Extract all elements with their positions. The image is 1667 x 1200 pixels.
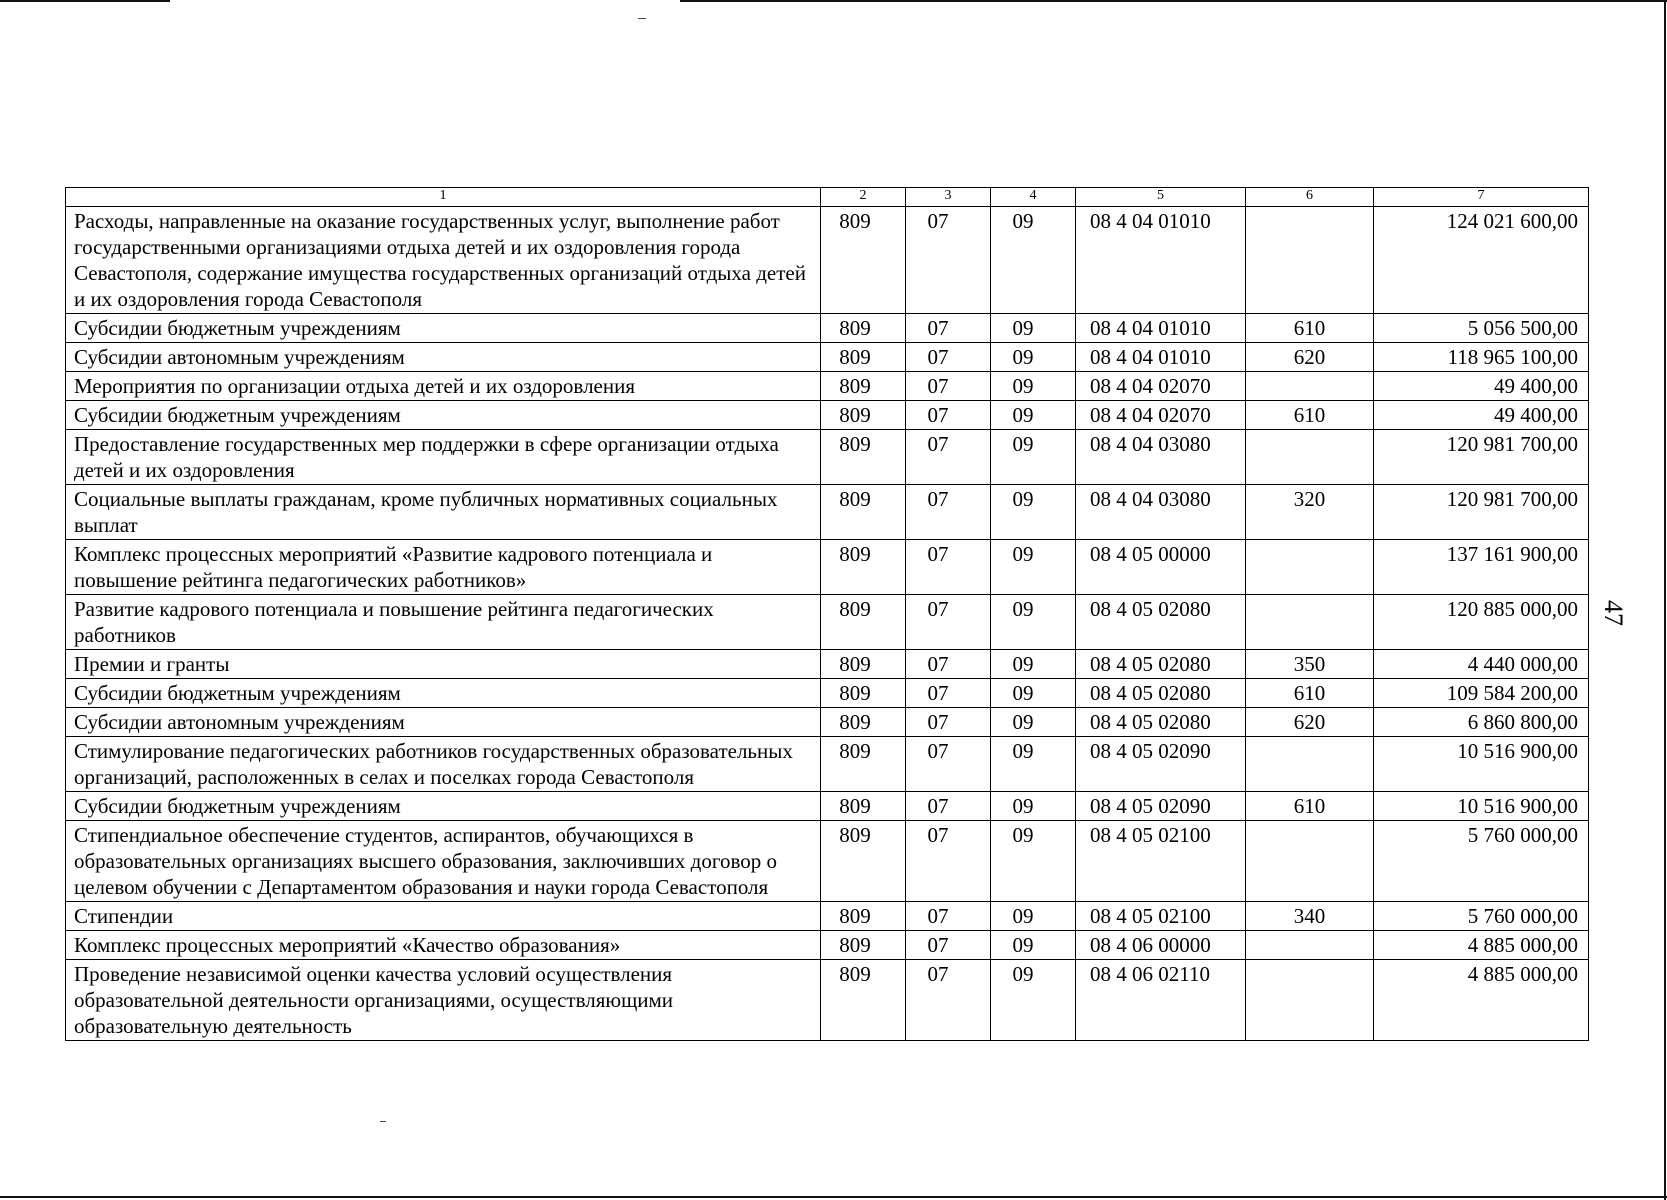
row-expense-type-cell bbox=[1246, 372, 1374, 401]
row-subsection-cell: 09 bbox=[991, 595, 1076, 650]
row-gov-code-cell: 809 bbox=[821, 708, 906, 737]
row-section-cell: 07 bbox=[906, 650, 991, 679]
row-amount-cell: 4 885 000,00 bbox=[1374, 931, 1589, 960]
row-section-cell: 07 bbox=[906, 314, 991, 343]
row-name-cell: Субсидии автономным учреждениям bbox=[66, 343, 821, 372]
row-name-cell: Проведение независимой оценки качества условий осуществления образовательной деятельности организациями, осуществляющими образовательную деятельность bbox=[66, 960, 821, 1041]
row-subsection-cell: 09 bbox=[991, 314, 1076, 343]
row-target-article-cell: 08 4 05 02100 bbox=[1076, 902, 1246, 931]
row-subsection-cell: 09 bbox=[991, 902, 1076, 931]
column-number: 7 bbox=[1374, 188, 1589, 207]
table-row bbox=[66, 708, 1589, 737]
row-expense-type-cell: 620 bbox=[1246, 343, 1374, 372]
row-gov-code-cell: 809 bbox=[821, 372, 906, 401]
row-amount-cell: 120 981 700,00 bbox=[1374, 430, 1589, 485]
row-target-article-cell: 08 4 05 02090 bbox=[1076, 792, 1246, 821]
row-name-cell: Субсидии бюджетным учреждениям bbox=[66, 792, 821, 821]
row-subsection-cell: 09 bbox=[991, 792, 1076, 821]
row-section-cell: 07 bbox=[906, 902, 991, 931]
scan-speck bbox=[380, 1121, 386, 1122]
table-row bbox=[66, 737, 1589, 792]
row-subsection-cell: 09 bbox=[991, 485, 1076, 540]
column-number: 6 bbox=[1246, 188, 1374, 207]
table-row bbox=[66, 931, 1589, 960]
row-gov-code-cell: 809 bbox=[821, 650, 906, 679]
row-amount-cell: 120 885 000,00 bbox=[1374, 595, 1589, 650]
row-expense-type-cell: 610 bbox=[1246, 314, 1374, 343]
row-section-cell: 07 bbox=[906, 595, 991, 650]
table-row bbox=[66, 792, 1589, 821]
row-expense-type-cell: 350 bbox=[1246, 650, 1374, 679]
row-gov-code-cell: 809 bbox=[821, 821, 906, 902]
row-subsection-cell: 09 bbox=[991, 207, 1076, 314]
row-gov-code-cell: 809 bbox=[821, 595, 906, 650]
row-name-cell: Премии и гранты bbox=[66, 650, 821, 679]
table-row bbox=[66, 430, 1589, 485]
row-name-cell: Субсидии автономным учреждениям bbox=[66, 708, 821, 737]
row-section-cell: 07 bbox=[906, 708, 991, 737]
row-subsection-cell: 09 bbox=[991, 343, 1076, 372]
row-gov-code-cell: 809 bbox=[821, 960, 906, 1041]
row-name-cell: Социальные выплаты гражданам, кроме публичных нормативных социальных выплат bbox=[66, 485, 821, 540]
row-expense-type-cell bbox=[1246, 737, 1374, 792]
row-expense-type-cell: 620 bbox=[1246, 708, 1374, 737]
row-section-cell: 07 bbox=[906, 792, 991, 821]
row-amount-cell: 137 161 900,00 bbox=[1374, 540, 1589, 595]
row-amount-cell: 109 584 200,00 bbox=[1374, 679, 1589, 708]
row-target-article-cell: 08 4 05 00000 bbox=[1076, 540, 1246, 595]
row-section-cell: 07 bbox=[906, 679, 991, 708]
row-section-cell: 07 bbox=[906, 540, 991, 595]
row-name-cell: Субсидии бюджетным учреждениям bbox=[66, 679, 821, 708]
row-expense-type-cell bbox=[1246, 540, 1374, 595]
row-gov-code-cell: 809 bbox=[821, 314, 906, 343]
row-expense-type-cell bbox=[1246, 207, 1374, 314]
table-row bbox=[66, 679, 1589, 708]
row-name-cell: Субсидии бюджетным учреждениям bbox=[66, 401, 821, 430]
row-subsection-cell: 09 bbox=[991, 708, 1076, 737]
row-amount-cell: 5 760 000,00 bbox=[1374, 821, 1589, 902]
row-section-cell: 07 bbox=[906, 207, 991, 314]
row-target-article-cell: 08 4 06 00000 bbox=[1076, 931, 1246, 960]
row-amount-cell: 49 400,00 bbox=[1374, 372, 1589, 401]
row-subsection-cell: 09 bbox=[991, 931, 1076, 960]
row-expense-type-cell bbox=[1246, 430, 1374, 485]
row-subsection-cell: 09 bbox=[991, 821, 1076, 902]
row-target-article-cell: 08 4 04 03080 bbox=[1076, 485, 1246, 540]
row-expense-type-cell: 610 bbox=[1246, 679, 1374, 708]
row-amount-cell: 4 885 000,00 bbox=[1374, 960, 1589, 1041]
row-target-article-cell: 08 4 05 02100 bbox=[1076, 821, 1246, 902]
row-target-article-cell: 08 4 04 02070 bbox=[1076, 401, 1246, 430]
row-target-article-cell: 08 4 04 01010 bbox=[1076, 207, 1246, 314]
row-name-cell: Предоставление государственных мер поддержки в сфере организации отдыха детей и их оздоровления bbox=[66, 430, 821, 485]
row-name-cell: Стипендии bbox=[66, 902, 821, 931]
row-target-article-cell: 08 4 05 02080 bbox=[1076, 595, 1246, 650]
table-row bbox=[66, 401, 1589, 430]
scan-speck bbox=[638, 18, 646, 19]
row-gov-code-cell: 809 bbox=[821, 902, 906, 931]
scan-border-top-right bbox=[680, 0, 1667, 2]
row-section-cell: 07 bbox=[906, 343, 991, 372]
row-target-article-cell: 08 4 04 01010 bbox=[1076, 343, 1246, 372]
table-row bbox=[66, 314, 1589, 343]
column-number: 3 bbox=[906, 188, 991, 207]
row-amount-cell: 49 400,00 bbox=[1374, 401, 1589, 430]
row-amount-cell: 124 021 600,00 bbox=[1374, 207, 1589, 314]
row-expense-type-cell bbox=[1246, 595, 1374, 650]
column-number: 1 bbox=[66, 188, 821, 207]
row-section-cell: 07 bbox=[906, 737, 991, 792]
row-subsection-cell: 09 bbox=[991, 679, 1076, 708]
table-row bbox=[66, 960, 1589, 1041]
row-name-cell: Комплекс процессных мероприятий «Качество образования» bbox=[66, 931, 821, 960]
table-row bbox=[66, 650, 1589, 679]
row-subsection-cell: 09 bbox=[991, 430, 1076, 485]
table-row bbox=[66, 595, 1589, 650]
table-row bbox=[66, 207, 1589, 314]
row-amount-cell: 4 440 000,00 bbox=[1374, 650, 1589, 679]
row-amount-cell: 5 760 000,00 bbox=[1374, 902, 1589, 931]
row-amount-cell: 5 056 500,00 bbox=[1374, 314, 1589, 343]
row-gov-code-cell: 809 bbox=[821, 679, 906, 708]
row-expense-type-cell bbox=[1246, 960, 1374, 1041]
column-number: 2 bbox=[821, 188, 906, 207]
row-expense-type-cell: 340 bbox=[1246, 902, 1374, 931]
row-target-article-cell: 08 4 04 02070 bbox=[1076, 372, 1246, 401]
row-section-cell: 07 bbox=[906, 485, 991, 540]
page-number: 47 bbox=[1599, 600, 1628, 626]
row-gov-code-cell: 809 bbox=[821, 485, 906, 540]
table-row bbox=[66, 902, 1589, 931]
row-subsection-cell: 09 bbox=[991, 960, 1076, 1041]
row-subsection-cell: 09 bbox=[991, 737, 1076, 792]
column-number-row bbox=[66, 188, 1589, 207]
row-name-cell: Стипендиальное обеспечение студентов, аспирантов, обучающихся в образовательных организациях высшего образования, заключивших договор о целевом обучении с Департаментом образования и науки города Севастополя bbox=[66, 821, 821, 902]
row-amount-cell: 118 965 100,00 bbox=[1374, 343, 1589, 372]
row-target-article-cell: 08 4 05 02080 bbox=[1076, 679, 1246, 708]
row-name-cell: Субсидии бюджетным учреждениям bbox=[66, 314, 821, 343]
row-gov-code-cell: 809 bbox=[821, 931, 906, 960]
column-number: 5 bbox=[1076, 188, 1246, 207]
row-name-cell: Мероприятия по организации отдыха детей и их оздоровления bbox=[66, 372, 821, 401]
row-gov-code-cell: 809 bbox=[821, 343, 906, 372]
row-expense-type-cell: 610 bbox=[1246, 401, 1374, 430]
row-target-article-cell: 08 4 04 03080 bbox=[1076, 430, 1246, 485]
row-target-article-cell: 08 4 06 02110 bbox=[1076, 960, 1246, 1041]
row-gov-code-cell: 809 bbox=[821, 540, 906, 595]
row-expense-type-cell bbox=[1246, 931, 1374, 960]
row-amount-cell: 6 860 800,00 bbox=[1374, 708, 1589, 737]
table-row bbox=[66, 343, 1589, 372]
table-row bbox=[66, 485, 1589, 540]
row-expense-type-cell: 610 bbox=[1246, 792, 1374, 821]
row-expense-type-cell bbox=[1246, 821, 1374, 902]
row-name-cell: Стимулирование педагогических работников государственных образовательных организаций, расположенных в селах и поселках города Севастополя bbox=[66, 737, 821, 792]
row-subsection-cell: 09 bbox=[991, 372, 1076, 401]
row-subsection-cell: 09 bbox=[991, 401, 1076, 430]
row-name-cell: Развитие кадрового потенциала и повышение рейтинга педагогических работников bbox=[66, 595, 821, 650]
budget-table bbox=[65, 187, 1589, 1041]
row-expense-type-cell: 320 bbox=[1246, 485, 1374, 540]
table-row bbox=[66, 372, 1589, 401]
row-section-cell: 07 bbox=[906, 960, 991, 1041]
row-amount-cell: 120 981 700,00 bbox=[1374, 485, 1589, 540]
row-gov-code-cell: 809 bbox=[821, 792, 906, 821]
row-target-article-cell: 08 4 05 02090 bbox=[1076, 737, 1246, 792]
row-subsection-cell: 09 bbox=[991, 540, 1076, 595]
row-target-article-cell: 08 4 05 02080 bbox=[1076, 650, 1246, 679]
scan-border-right-edge bbox=[1664, 0, 1666, 1200]
row-section-cell: 07 bbox=[906, 931, 991, 960]
row-gov-code-cell: 809 bbox=[821, 401, 906, 430]
row-section-cell: 07 bbox=[906, 372, 991, 401]
row-gov-code-cell: 809 bbox=[821, 430, 906, 485]
row-amount-cell: 10 516 900,00 bbox=[1374, 737, 1589, 792]
scan-border-bottom bbox=[0, 1196, 1667, 1198]
row-name-cell: Расходы, направленные на оказание государственных услуг, выполнение работ государственными организациями отдыха детей и их оздоровления города Севастополя, содержание имущества государственных организаций отдыха детей и их оздоровления города Севастополя bbox=[66, 207, 821, 314]
row-section-cell: 07 bbox=[906, 401, 991, 430]
row-target-article-cell: 08 4 04 01010 bbox=[1076, 314, 1246, 343]
row-target-article-cell: 08 4 05 02080 bbox=[1076, 708, 1246, 737]
scan-border-top-left bbox=[0, 0, 170, 2]
row-subsection-cell: 09 bbox=[991, 650, 1076, 679]
table-row bbox=[66, 821, 1589, 902]
table-row bbox=[66, 540, 1589, 595]
row-section-cell: 07 bbox=[906, 821, 991, 902]
row-gov-code-cell: 809 bbox=[821, 207, 906, 314]
row-amount-cell: 10 516 900,00 bbox=[1374, 792, 1589, 821]
budget-table-body bbox=[66, 207, 1589, 1041]
row-section-cell: 07 bbox=[906, 430, 991, 485]
row-name-cell: Комплекс процессных мероприятий «Развитие кадрового потенциала и повышение рейтинга педагогических работников» bbox=[66, 540, 821, 595]
column-number: 4 bbox=[991, 188, 1076, 207]
row-gov-code-cell: 809 bbox=[821, 737, 906, 792]
